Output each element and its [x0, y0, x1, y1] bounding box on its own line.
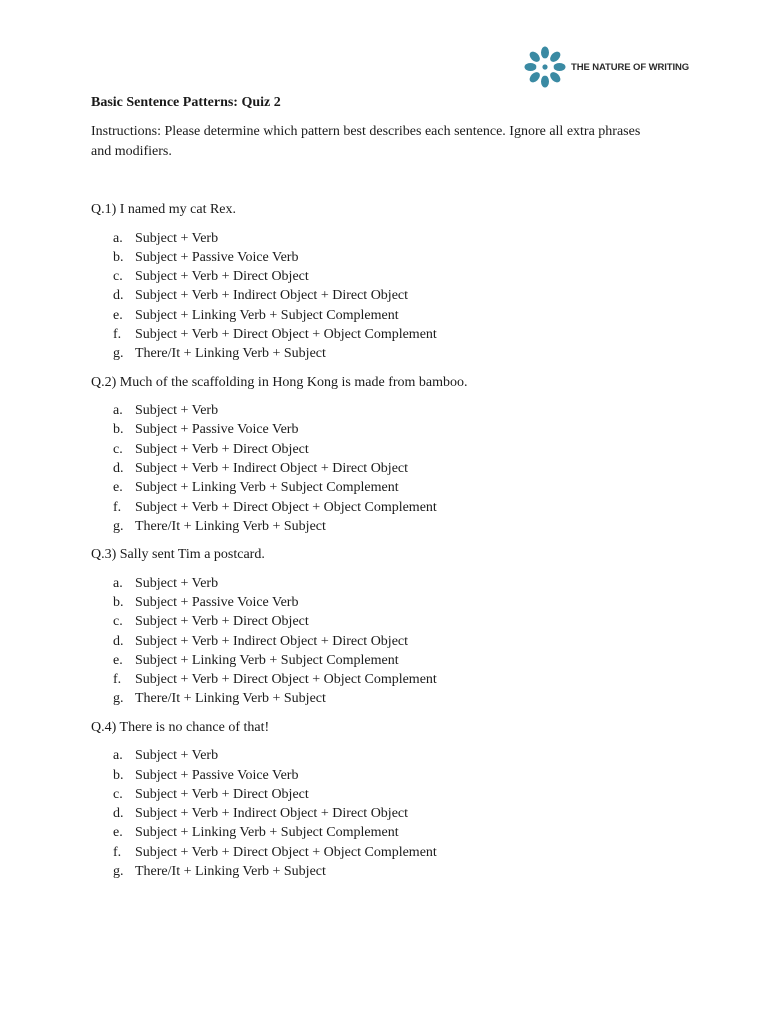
option-text: Subject + Verb: [135, 575, 219, 591]
option-letter: e.: [113, 652, 123, 668]
option-letter: b.: [113, 249, 124, 265]
question-prompt: Q.1) I named my cat Rex.: [91, 202, 237, 217]
option-letter: d.: [113, 460, 124, 476]
answer-option: [91, 670, 691, 689]
option-letter: g.: [113, 691, 124, 707]
answer-option: [91, 344, 691, 363]
answer-option: [91, 612, 691, 631]
option-text: Subject + Verb + Direct Object: [135, 441, 309, 457]
option-letter: a.: [113, 748, 123, 764]
answer-options: [91, 574, 691, 709]
answer-option: [91, 498, 691, 517]
option-text: Subject + Verb + Direct Object: [135, 614, 309, 630]
option-text: Subject + Verb + Indirect Object + Direct Object: [135, 806, 409, 822]
option-text: Subject + Passive Voice Verb: [135, 422, 299, 438]
option-text: Subject + Linking Verb + Subject Complement: [135, 825, 399, 841]
option-letter: e.: [113, 480, 123, 496]
option-text: Subject + Verb + Indirect Object + Direct Object: [135, 288, 409, 304]
option-letter: c.: [113, 269, 123, 285]
answer-option: [91, 459, 691, 478]
brand-logo: [523, 44, 689, 90]
option-text: Subject + Verb + Direct Object + Object Complement: [135, 844, 437, 860]
option-letter: c.: [113, 614, 123, 630]
answer-options: [91, 229, 691, 364]
answer-option: [91, 420, 691, 439]
answer-option: [91, 843, 691, 862]
answer-option: [91, 401, 691, 420]
flower-logo-icon: [523, 45, 567, 89]
option-text: Subject + Passive Voice Verb: [135, 594, 299, 610]
question-block: [91, 718, 691, 882]
answer-option: [91, 248, 691, 267]
option-text: Subject + Passive Voice Verb: [135, 249, 299, 265]
answer-option: [91, 593, 691, 612]
question-block: [91, 373, 691, 537]
option-letter: f.: [113, 326, 122, 342]
option-letter: f.: [113, 499, 122, 515]
option-letter: d.: [113, 633, 124, 649]
option-letter: f.: [113, 844, 122, 860]
option-text: Subject + Linking Verb + Subject Complement: [135, 307, 399, 323]
option-letter: a.: [113, 403, 123, 419]
option-text: Subject + Verb + Indirect Object + Direct Object: [135, 633, 409, 649]
option-text: Subject + Linking Verb + Subject Complement: [135, 652, 399, 668]
answer-option: [91, 574, 691, 593]
answer-option: [91, 325, 691, 344]
answer-option: [91, 785, 691, 804]
question-block: [91, 545, 691, 709]
answer-option: [91, 306, 691, 325]
answer-option: [91, 862, 691, 881]
option-text: Subject + Verb: [135, 748, 219, 764]
answer-option: [91, 823, 691, 842]
answer-option: [91, 804, 691, 823]
option-letter: g.: [113, 346, 124, 362]
question-block: [91, 200, 691, 364]
option-letter: c.: [113, 441, 123, 457]
question-list: [91, 200, 691, 881]
answer-option: [91, 440, 691, 459]
option-text: Subject + Linking Verb + Subject Complement: [135, 480, 399, 496]
answer-option: [91, 286, 691, 305]
answer-option: [91, 478, 691, 497]
option-text: There/It + Linking Verb + Subject: [135, 518, 326, 534]
option-text: Subject + Verb + Direct Object + Object Complement: [135, 326, 437, 342]
option-letter: d.: [113, 288, 124, 304]
answer-option: [91, 766, 691, 785]
instructions-text: Instructions: Please determine which pattern best describes each sentence. Ignore all extra phrases and modifiers.: [91, 124, 641, 159]
answer-option: [91, 517, 691, 536]
option-letter: e.: [113, 825, 123, 841]
question-prompt: Q.4) There is no chance of that!: [91, 719, 270, 735]
question-prompt: Q.3) Sally sent Tim a postcard.: [91, 547, 265, 563]
answer-option: [91, 229, 691, 248]
option-text: Subject + Verb + Direct Object: [135, 269, 309, 285]
option-letter: b.: [113, 422, 124, 438]
option-letter: f.: [113, 672, 122, 688]
option-text: Subject + Passive Voice Verb: [135, 767, 299, 783]
option-letter: g.: [113, 864, 124, 880]
answer-option: [91, 746, 691, 765]
answer-options: [91, 401, 691, 536]
option-letter: b.: [113, 594, 124, 610]
question-prompt: Q.2) Much of the scaffolding in Hong Kong is made from bamboo.: [91, 374, 468, 390]
option-letter: d.: [113, 806, 124, 822]
logo-text: THE NATURE OF WRITING: [571, 61, 690, 73]
answer-option: [91, 689, 691, 708]
option-text: There/It + Linking Verb + Subject: [135, 864, 326, 880]
option-letter: g.: [113, 518, 124, 534]
option-text: Subject + Verb + Indirect Object + Direct Object: [135, 460, 409, 476]
option-letter: a.: [113, 575, 123, 591]
option-text: Subject + Verb + Direct Object + Object Complement: [135, 499, 437, 515]
document-body: [91, 93, 691, 881]
answer-option: [91, 651, 691, 670]
option-text: There/It + Linking Verb + Subject: [135, 691, 326, 707]
option-letter: b.: [113, 767, 124, 783]
option-text: Subject + Verb: [135, 403, 219, 419]
option-letter: e.: [113, 307, 123, 323]
page-title: Basic Sentence Patterns: Quiz 2: [91, 95, 281, 110]
answer-option: [91, 267, 691, 286]
answer-options: [91, 746, 691, 881]
answer-option: [91, 632, 691, 651]
option-text: Subject + Verb + Direct Object + Object Complement: [135, 672, 437, 688]
option-text: Subject + Verb + Direct Object: [135, 786, 309, 802]
option-letter: a.: [113, 230, 123, 246]
option-text: There/It + Linking Verb + Subject: [135, 346, 326, 362]
option-text: Subject + Verb: [135, 230, 219, 246]
option-letter: c.: [113, 786, 123, 802]
